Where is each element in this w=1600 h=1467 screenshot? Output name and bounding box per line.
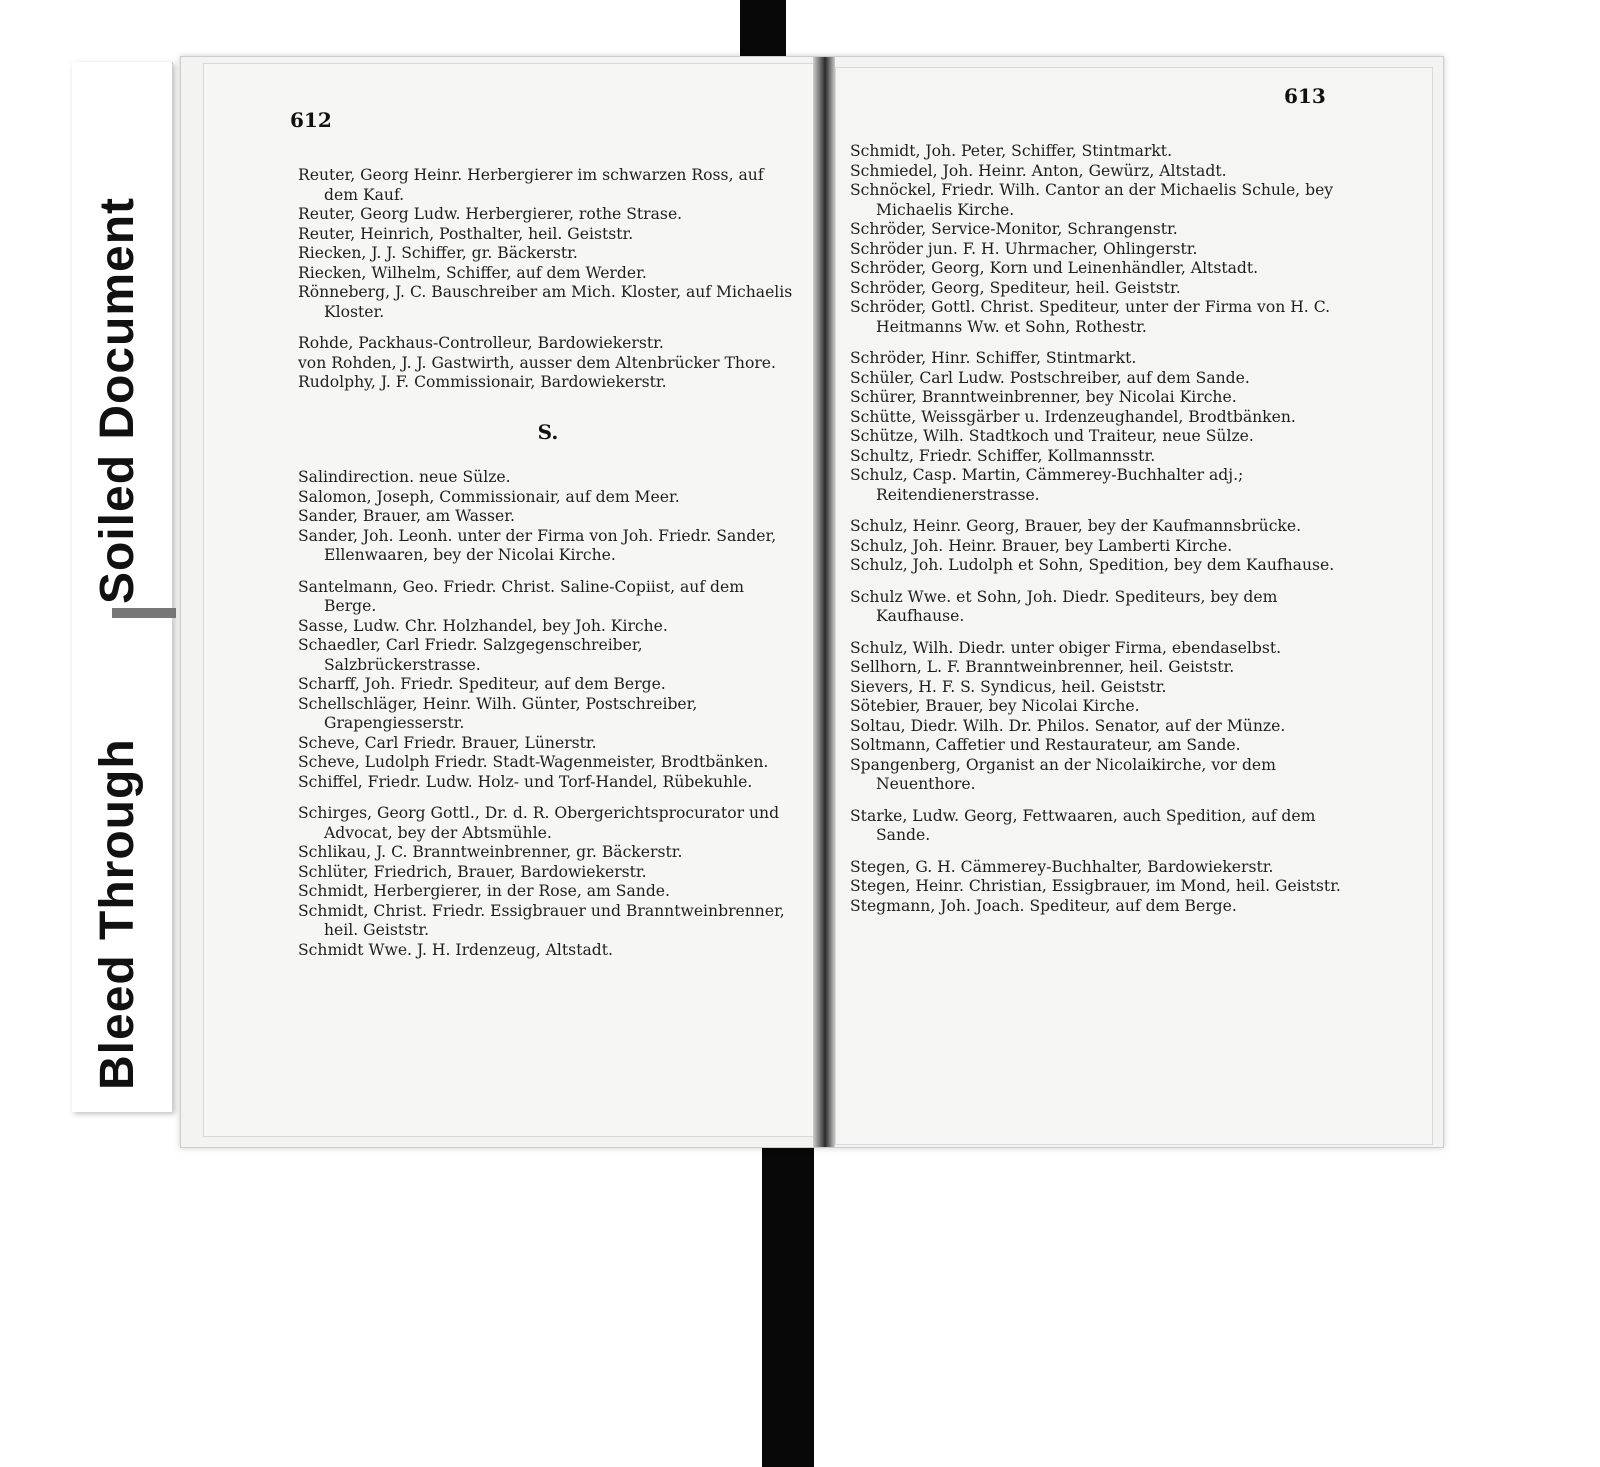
list-item: Schmidt, Herbergierer, in der Rose, am Sande. bbox=[298, 882, 670, 900]
list-item: Schmiedel, Joh. Heinr. Anton, Gewürz, Altstadt. bbox=[850, 161, 1227, 180]
left-entry-list bbox=[298, 166, 798, 960]
list-item: Schulz, Casp. Martin, Cämmerey-Buchhalter adj.; Reitendienerstrasse. bbox=[850, 466, 1244, 504]
list-item: Schnöckel, Friedr. Wilh. Cantor an der Michaelis Schule, bey Michaelis Kirche. bbox=[850, 181, 1334, 219]
list-item: Schulz, Joh. Heinr. Brauer, bey Lamberti Kirche. bbox=[850, 536, 1233, 555]
list-item: Schellschläger, Heinr. Wilh. Günter, Postschreiber, Grapengiesserstr. bbox=[298, 694, 698, 732]
page-number-right: 613 bbox=[1284, 84, 1326, 108]
list-item: Scheve, Ludolph Friedr. Stadt-Wagenmeister, Brodtbänken. bbox=[298, 753, 769, 771]
list-item: Schultz, Friedr. Schiffer, Kollmannsstr. bbox=[850, 446, 1156, 465]
list-item: von Rohden, J. J. Gastwirth, ausser dem Altenbrücker Thore. bbox=[298, 353, 776, 372]
list-item: Sander, Joh. Leonh. unter der Firma von Joh. Friedr. Sander, Ellenwaaren, bey der Nicolai Kirche. bbox=[298, 526, 777, 564]
list-item: Schlüter, Friedrich, Brauer, Bardowiekerstr. bbox=[298, 862, 647, 881]
list-item: Schüler, Carl Ludw. Postschreiber, auf dem Sande. bbox=[850, 368, 1250, 387]
binder-strip-bottom bbox=[762, 1138, 814, 1467]
list-item: Schmidt Wwe. J. H. Irdenzeug, Altstadt. bbox=[298, 940, 613, 959]
list-item: Rudolphy, J. F. Commissionair, Bardowiekerstr. bbox=[298, 373, 667, 391]
page-number-left: 612 bbox=[290, 108, 332, 132]
list-item: Rönneberg, J. C. Bauschreiber am Mich. Kloster, auf Michaelis Kloster. bbox=[298, 283, 793, 321]
list-item: Stegmann, Joh. Joach. Spediteur, auf dem Berge. bbox=[850, 896, 1237, 915]
list-item: Soltmann, Caffetier und Restaurateur, am Sande. bbox=[850, 736, 1241, 754]
list-item: Sievers, H. F. S. Syndicus, heil. Geiststr. bbox=[850, 677, 1167, 696]
list-item: Schulz, Wilh. Diedr. unter obiger Firma, ebendaselbst. bbox=[850, 638, 1282, 657]
list-item: Sander, Brauer, am Wasser. bbox=[298, 507, 515, 525]
list-item: Riecken, Wilhelm, Schiffer, auf dem Werder. bbox=[298, 263, 647, 282]
list-item: Salindirection. neue Sülze. bbox=[298, 468, 511, 486]
list-item: Reuter, Georg Ludw. Herbergierer, rothe Strase. bbox=[298, 205, 683, 223]
list-item: Schröder, Service-Monitor, Schrangenstr. bbox=[850, 220, 1178, 238]
book-spread bbox=[180, 56, 1444, 1148]
list-item: Schmidt, Christ. Friedr. Essigbrauer und Branntweinbrenner, heil. Geiststr. bbox=[298, 901, 785, 939]
list-item: Sötebier, Brauer, bey Nicolai Kirche. bbox=[850, 697, 1140, 715]
book-gutter bbox=[813, 57, 835, 1147]
list-item: Schütze, Wilh. Stadtkoch und Traiteur, neue Sülze. bbox=[850, 427, 1254, 445]
list-item: Sasse, Ludw. Chr. Holzhandel, bey Joh. Kirche. bbox=[298, 616, 668, 635]
list-item: Scheve, Carl Friedr. Brauer, Lünerstr. bbox=[298, 733, 597, 752]
right-entry-list bbox=[850, 142, 1360, 916]
list-item: Schröder jun. F. H. Uhrmacher, Ohlingerstr. bbox=[850, 239, 1198, 258]
list-item: Riecken, J. J. Schiffer, gr. Bäckerstr. bbox=[298, 244, 578, 262]
list-item: Schulz, Joh. Ludolph et Sohn, Spedition, bey dem Kaufhause. bbox=[850, 556, 1335, 574]
list-item: Schröder, Georg, Korn und Leinenhändler, Altstadt. bbox=[850, 259, 1259, 277]
list-item: Reuter, Heinrich, Posthalter, heil. Geiststr. bbox=[298, 224, 634, 243]
list-item: Schlikau, J. C. Branntweinbrenner, gr. Bäckerstr. bbox=[298, 843, 683, 861]
list-item: Schiffel, Friedr. Ludw. Holz- und Torf-Handel, Rübekuhle. bbox=[298, 772, 753, 791]
bleed-through-label: Bleed Through bbox=[91, 738, 144, 1090]
list-item: Schulz, Heinr. Georg, Brauer, bey der Kaufmannsbrücke. bbox=[850, 517, 1302, 535]
list-item: Santelmann, Geo. Friedr. Christ. Saline-Copiist, auf dem Berge. bbox=[298, 577, 745, 615]
left-page bbox=[203, 63, 815, 1137]
list-item: Reuter, Georg Heinr. Herbergierer im schwarzen Ross, auf dem Kauf. bbox=[298, 166, 764, 204]
list-item: Spangenberg, Organist an der Nicolaikirche, vor dem Neuenthore. bbox=[850, 755, 1276, 793]
right-page bbox=[835, 67, 1433, 1145]
list-item: Soltau, Diedr. Wilh. Dr. Philos. Senator, auf der Münze. bbox=[850, 716, 1286, 735]
list-item: Rohde, Packhaus-Controlleur, Bardowiekerstr. bbox=[298, 334, 664, 352]
list-item: Schürer, Branntweinbrenner, bey Nicolai Kirche. bbox=[850, 388, 1237, 406]
list-item: Sellhorn, L. F. Branntweinbrenner, heil. Geiststr. bbox=[850, 658, 1235, 676]
list-item: Schaedler, Carl Friedr. Salzgegenschreiber, Salzbrückerstrasse. bbox=[298, 636, 643, 674]
section-heading: S. bbox=[537, 419, 559, 444]
list-item: Schirges, Georg Gottl., Dr. d. R. Obergerichtsprocurator und Advocat, bey der Abtsmühle. bbox=[298, 804, 780, 842]
list-item: Stegen, Heinr. Christian, Essigbrauer, im Mond, heil. Geiststr. bbox=[850, 877, 1341, 895]
list-item: Schütte, Weissgärber u. Irdenzeughandel, Brodtbänken. bbox=[850, 407, 1296, 426]
binder-strip-top bbox=[740, 0, 786, 56]
list-item: Salomon, Joseph, Commissionair, auf dem Meer. bbox=[298, 487, 680, 506]
label-separator bbox=[112, 608, 176, 618]
list-item: Stegen, G. H. Cämmerey-Buchhalter, Bardowiekerstr. bbox=[850, 857, 1274, 876]
list-item: Schulz Wwe. et Sohn, Joh. Diedr. Spediteurs, bey dem Kaufhause. bbox=[850, 587, 1278, 625]
list-item: Scharff, Joh. Friedr. Spediteur, auf dem Berge. bbox=[298, 675, 666, 693]
list-item: Schröder, Hinr. Schiffer, Stintmarkt. bbox=[850, 349, 1137, 367]
list-item: Starke, Ludw. Georg, Fettwaaren, auch Spedition, auf dem Sande. bbox=[850, 806, 1316, 844]
list-item: Schröder, Gottl. Christ. Spediteur, unter der Firma von H. C. Heitmanns Ww. et Sohn, Rothestr. bbox=[850, 298, 1331, 336]
soiled-document-label: Soiled Document bbox=[91, 196, 144, 604]
list-item: Schmidt, Joh. Peter, Schiffer, Stintmarkt. bbox=[850, 142, 1173, 160]
list-item: Schröder, Georg, Spediteur, heil. Geiststr. bbox=[850, 278, 1181, 297]
